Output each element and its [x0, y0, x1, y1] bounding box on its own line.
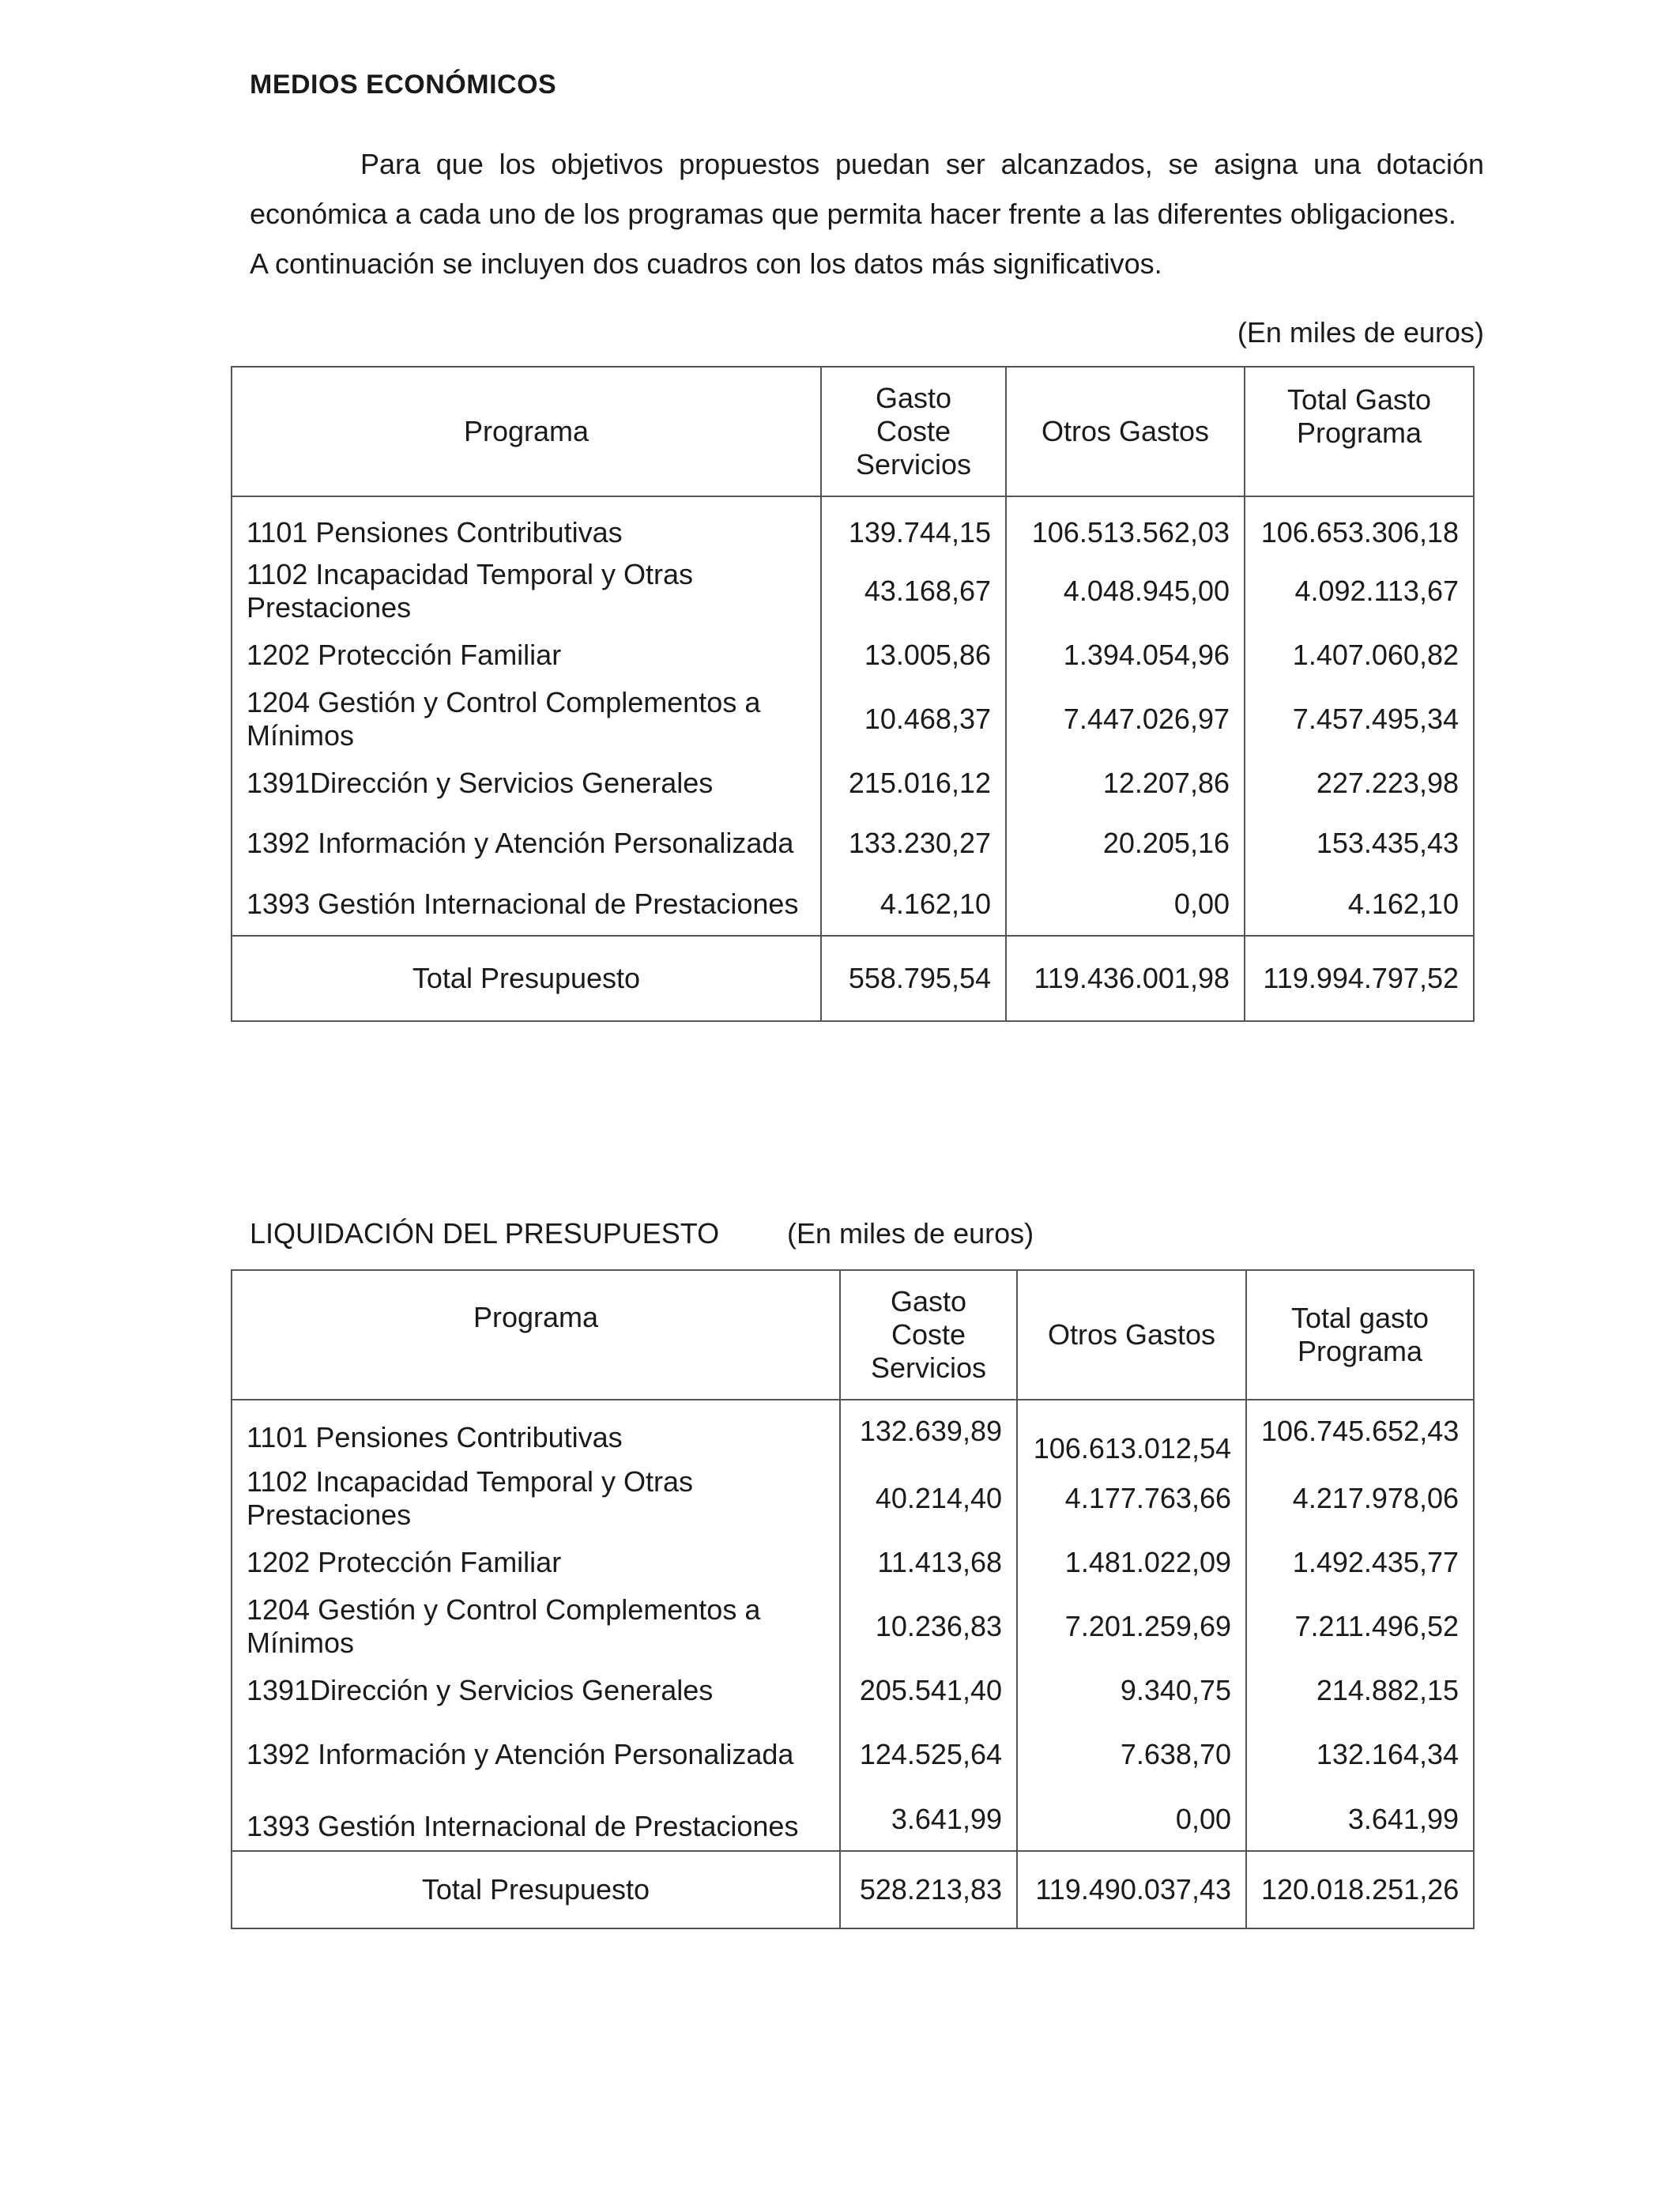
table-row — [232, 752, 1474, 814]
cell-otros: 106.613.012,54 — [1017, 1400, 1246, 1465]
cell-total-gasto: 528.213,83 — [840, 1851, 1017, 1928]
cell-total: 4.162,10 — [1245, 873, 1474, 936]
header-gasto-coste-servicios — [840, 1270, 1017, 1400]
cell-gasto: 124.525,64 — [840, 1721, 1017, 1788]
cell-gasto: 4.162,10 — [821, 873, 1006, 936]
cell-gasto: 43.168,67 — [821, 558, 1006, 624]
header-total-line1: Total Gasto — [1286, 383, 1432, 416]
cell-total: 7.211.496,52 — [1246, 1593, 1474, 1660]
cell-total-label: Total Presupuesto — [232, 1851, 840, 1928]
cell-gasto: 13.005,86 — [821, 624, 1006, 686]
cell-total: 132.164,34 — [1246, 1721, 1474, 1788]
header-gasto-line1: Gasto — [875, 382, 952, 414]
cell-otros: 12.207,86 — [1006, 752, 1245, 814]
cell-gasto: 215.016,12 — [821, 752, 1006, 814]
cell-total: 227.223,98 — [1245, 752, 1474, 814]
table-total-row — [232, 936, 1474, 1021]
cell-total: 7.457.495,34 — [1245, 686, 1474, 752]
header-otros-gastos: Otros Gastos — [1006, 367, 1245, 496]
cell-programa: 1391Dirección y Servicios Generales — [232, 752, 821, 814]
cell-otros: 9.340,75 — [1017, 1660, 1246, 1721]
cell-programa: 1101 Pensiones Contributivas — [232, 496, 821, 558]
table-row — [232, 1465, 1474, 1532]
cell-programa: 1392 Información y Atención Personalizada — [232, 814, 821, 873]
cell-programa: 1204 Gestión y Control Complementos a Mínimos — [232, 1593, 840, 1660]
cell-programa: 1102 Incapacidad Temporal y Otras Prestaciones — [232, 558, 821, 624]
cell-total-label: Total Presupuesto — [232, 936, 821, 1021]
table-header-row — [232, 367, 1474, 496]
table-row — [232, 1593, 1474, 1660]
cell-otros: 1.481.022,09 — [1017, 1532, 1246, 1593]
cell-otros: 4.177.763,66 — [1017, 1465, 1246, 1532]
cell-programa: 1202 Protección Familiar — [232, 1532, 840, 1593]
header-total-gasto — [1246, 1270, 1474, 1400]
header-gasto-coste-servicios — [821, 367, 1006, 496]
cell-total: 153.435,43 — [1245, 814, 1474, 873]
intro-paragraph-text-2: A continuación se incluyen dos cuadros con los datos más significativos. — [250, 247, 1162, 280]
cell-gasto: 133.230,27 — [821, 814, 1006, 873]
section-heading: MEDIOS ECONÓMICOS — [250, 70, 557, 100]
cell-total-total: 119.994.797,52 — [1245, 936, 1474, 1021]
cell-otros: 0,00 — [1017, 1788, 1246, 1851]
cell-total-otros: 119.490.037,43 — [1017, 1851, 1246, 1928]
table-row — [232, 814, 1474, 873]
cell-programa: 1393 Gestión Internacional de Prestaciones — [232, 873, 821, 936]
cell-programa: 1101 Pensiones Contributivas — [232, 1400, 840, 1465]
table-row — [232, 624, 1474, 686]
header-otros-gastos: Otros Gastos — [1017, 1270, 1246, 1400]
cell-total-otros: 119.436.001,98 — [1006, 936, 1245, 1021]
cell-otros: 7.447.026,97 — [1006, 686, 1245, 752]
intro-paragraph-text: Para que los objetivos propuestos puedan ser alcanzados, se asigna una dotación económica a cada uno de los programas que permita hacer frente a las diferentes obligaciones. — [250, 148, 1484, 230]
table-row — [232, 1532, 1474, 1593]
cell-programa: 1393 Gestión Internacional de Prestaciones — [232, 1788, 840, 1851]
cell-gasto: 10.468,37 — [821, 686, 1006, 752]
table-row — [232, 496, 1474, 558]
table-row — [232, 1400, 1474, 1465]
header-gasto-line2: Coste — [891, 1318, 966, 1351]
header-programa: Programa — [232, 1270, 840, 1400]
table-row — [232, 1721, 1474, 1788]
cell-total: 106.745.652,43 — [1246, 1400, 1474, 1465]
cell-programa: 1102 Incapacidad Temporal y Otras Prestaciones — [232, 1465, 840, 1532]
liquidacion-table — [231, 1269, 1475, 1929]
cell-otros: 0,00 — [1006, 873, 1245, 936]
cell-programa: 1391Dirección y Servicios Generales — [232, 1660, 840, 1721]
header-gasto-line3: Servicios — [870, 1351, 987, 1384]
cell-gasto: 10.236,83 — [840, 1593, 1017, 1660]
cell-programa: 1204 Gestión y Control Complementos a Mínimos — [232, 686, 821, 752]
cell-total: 1.407.060,82 — [1245, 624, 1474, 686]
table-total-row — [232, 1851, 1474, 1928]
cell-gasto: 40.214,40 — [840, 1465, 1017, 1532]
cell-total: 3.641,99 — [1246, 1788, 1474, 1851]
header-total-line1: Total gasto — [1290, 1302, 1430, 1334]
header-gasto-line2: Coste — [876, 415, 951, 447]
cell-total: 214.882,15 — [1246, 1660, 1474, 1721]
header-gasto-line1: Gasto — [890, 1285, 967, 1318]
cell-total: 1.492.435,77 — [1246, 1532, 1474, 1593]
table-row — [232, 686, 1474, 752]
table-row — [232, 873, 1474, 936]
budget-table — [231, 366, 1475, 1022]
cell-gasto: 205.541,40 — [840, 1660, 1017, 1721]
cell-gasto: 3.641,99 — [840, 1788, 1017, 1851]
cell-gasto: 11.413,68 — [840, 1532, 1017, 1593]
cell-total: 106.653.306,18 — [1245, 496, 1474, 558]
cell-total-gasto: 558.795,54 — [821, 936, 1006, 1021]
cell-total-total: 120.018.251,26 — [1246, 1851, 1474, 1928]
header-total-line2: Programa — [1297, 1335, 1423, 1367]
cell-otros: 1.394.054,96 — [1006, 624, 1245, 686]
table-header-row — [232, 1270, 1474, 1400]
header-programa: Programa — [232, 367, 821, 496]
cell-programa: 1392 Información y Atención Personalizada — [232, 1721, 840, 1788]
header-gasto-line3: Servicios — [855, 448, 972, 481]
table2-units-note: (En miles de euros) — [787, 1217, 1034, 1250]
table-row — [232, 1660, 1474, 1721]
table1-units-note: (En miles de euros) — [1237, 316, 1484, 349]
cell-programa: 1202 Protección Familiar — [232, 624, 821, 686]
liquidacion-title: LIQUIDACIÓN DEL PRESUPUESTO — [250, 1217, 720, 1250]
cell-otros: 7.638,70 — [1017, 1721, 1246, 1788]
cell-gasto: 139.744,15 — [821, 496, 1006, 558]
cell-otros: 7.201.259,69 — [1017, 1593, 1246, 1660]
table-row — [232, 558, 1474, 624]
header-total-line2: Programa — [1296, 417, 1422, 449]
cell-otros: 4.048.945,00 — [1006, 558, 1245, 624]
cell-otros: 20.205,16 — [1006, 814, 1245, 873]
cell-otros: 106.513.562,03 — [1006, 496, 1245, 558]
table-row — [232, 1788, 1474, 1851]
cell-gasto: 132.639,89 — [840, 1400, 1017, 1465]
header-total-gasto — [1245, 367, 1474, 496]
cell-total: 4.217.978,06 — [1246, 1465, 1474, 1532]
intro-paragraph — [250, 139, 1484, 288]
cell-total: 4.092.113,67 — [1245, 558, 1474, 624]
